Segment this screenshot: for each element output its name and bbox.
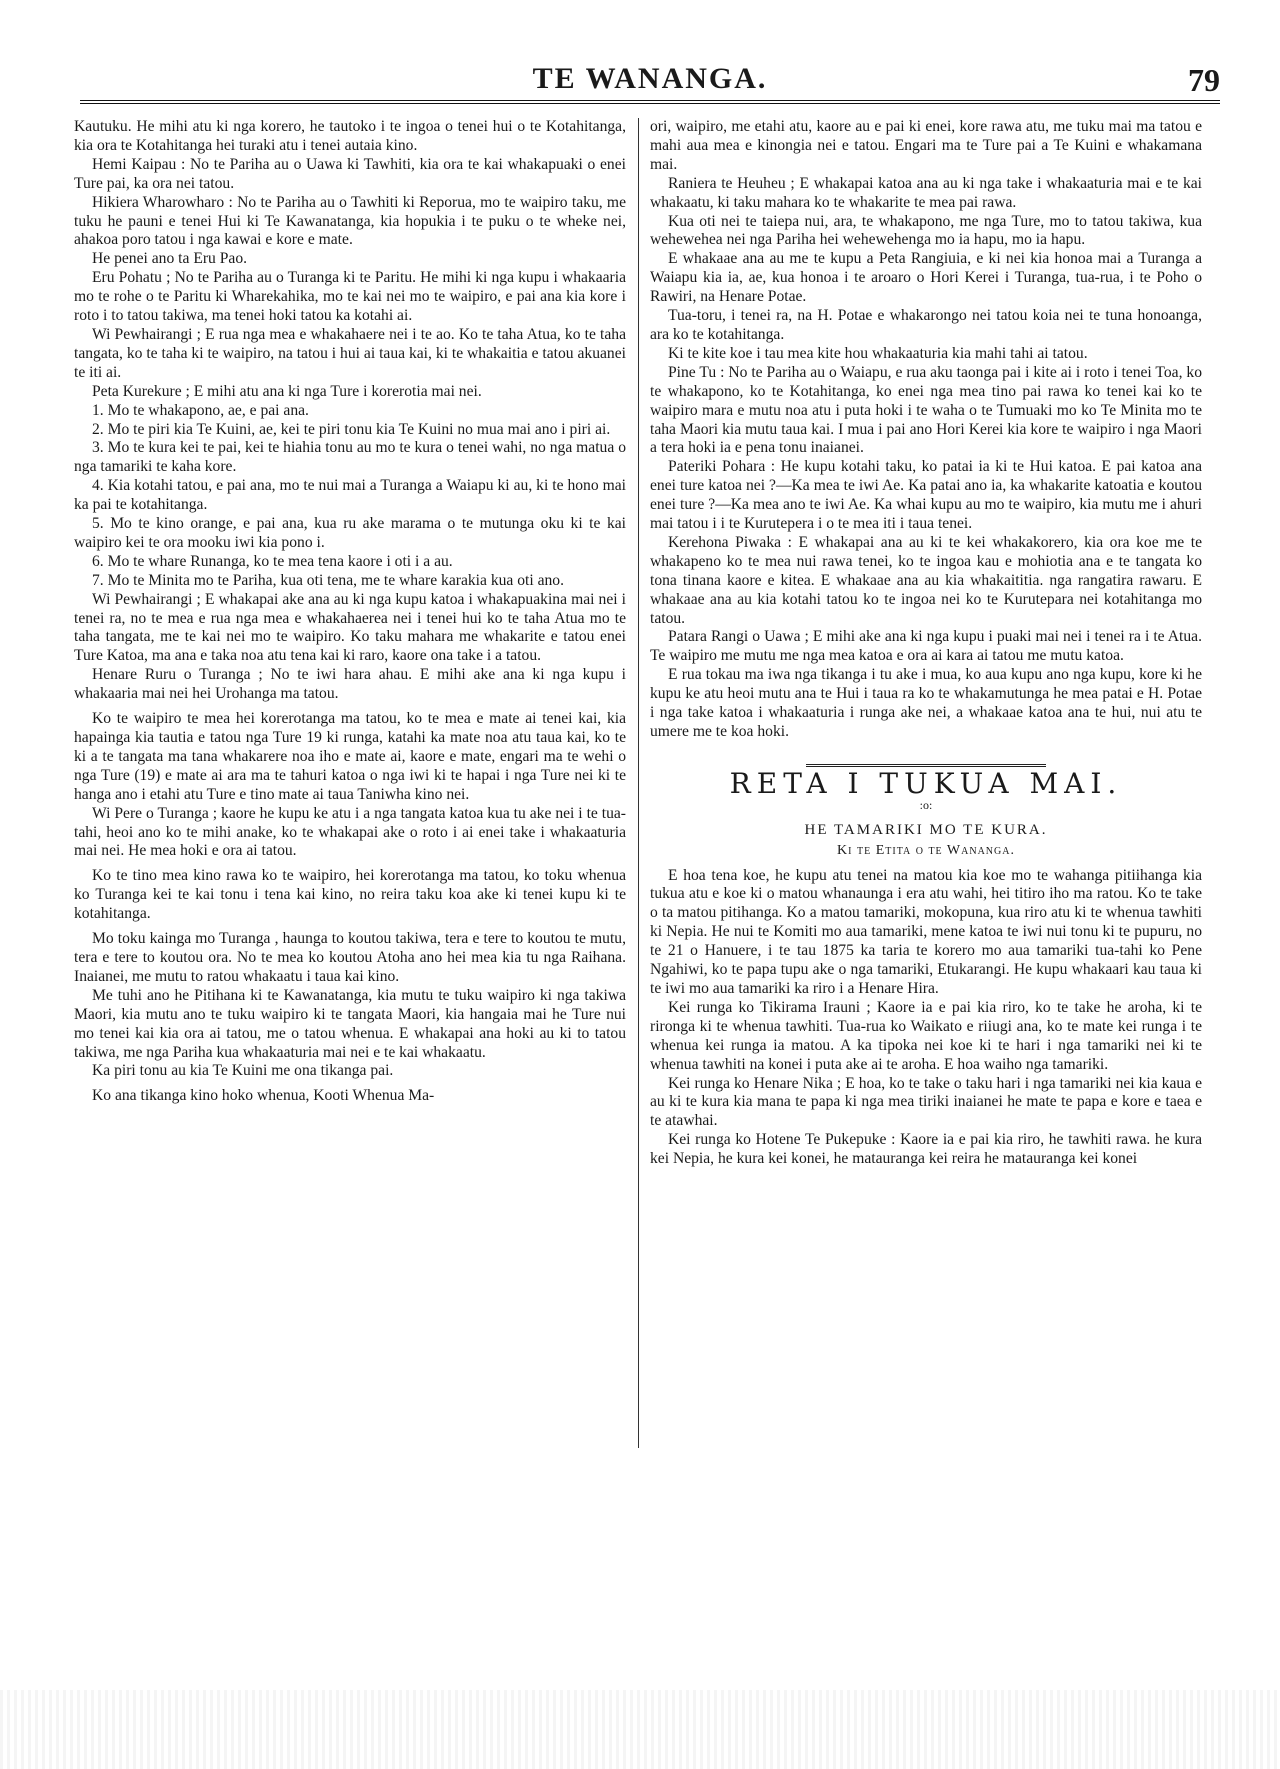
newspaper-title: TE WANANGA. [532,62,768,95]
masthead-rule [80,100,1220,104]
paragraph: Ko ana tikanga kino hoko whenua, Kooti Whenua Ma- [92,1087,435,1105]
letter-paragraph: Kei runga ko Tikirama Irauni ; Kaore ia e pai kia riro, ko te take he aroha, ki te rironga ki te whenua tawhiti. Tua-rua ko Waikato e riiugi ana, ko te mate kei runga i te whenua kei runga ia matou. A ka tipoka nei koe ki te hari i nga tamariki nei ki te whenua tawhiti na konei i puta ake ai te aroha. E hoa waiho nga tamariki. [650,998,1202,1073]
paragraph: Ko te waipiro te mea hei korerotanga ma tatou, ko te mea e mate ai tenei kai, kia hapainga kia tautia e tatou nga Ture 19 ki runga, katahi ka mate noa atu taua kai, ko te ki a te tangata ma tana whakarere noa iho e mate ai, kaore e mate, engari ma te wehi o nga Ture (19) e mate ai ara ma te tahuri katoa o nga iwi ki te hapai i nga Ture nei ki te hanga ano i etahi atu Ture e tino mate ai taua Taniwha kino nei. [74,710,626,803]
letter-paragraph: E hoa tena koe, he kupu atu tenei na matou kia koe mo te wahanga pitiihanga kia tukua atu e koe ki o matou whanaunga i era atu wahi, hei titiro iho ma ratou. Ko te take o ta matou pitihanga. Ko a matou tamariki, mokopuna, kua riro atu ki te whenua tawhiti ki Nepia. He nui te Komiti mo aua tamariki, mene katoa te iwi nui tonu ki te pupuru, no te 21 o Hanuere, i te tau 1875 ka taria te korero mo aua tamariki tua-tahi ko Pene Ngahiwi, ko te papa tupu ake o nga tamariki, Etukarangi. He kupu whakaari kau taua ki te iwi mo aua tamariki ka riro i a Henare Hira. [650,866,1202,997]
page-number: 79 [1188,62,1220,98]
letter-addressee: Ki te Etita o te Wananga. [837,842,1015,858]
paragraph: ori, waipiro, me etahi atu, kaore au e pai ki enei, kore rawa atu, me tuku mai ma tatou e mahi aua mea e kinongia nei e tatou. Engari ma te Ture pai a Te Kuini e whakamana mai. [650,118,1202,173]
paragraph: Mo toku kainga mo Turanga , haunga to koutou takiwa, tera e tere to koutou te mutu, tera e tere to koutou ora. No te mea ko koutou Atoha ano hei mea kia tu nga Raihana. Inaianei, me mutu to ratou whakaatu i taua kai kino. [74,930,626,985]
scan-edge [0,1690,1280,1769]
paragraph: Pine Tu : No te Pariha au o Waiapu, e rua aku taonga pai i kite ai i roto i tenei Toa, ko te whakapono, ko te Kotahitanga, ko enei nga mea tino pai rawa ko tenei kai ko te waipiro mara e mutu noa atu i puta hoki i te waha o te Tumuaki mo ko Te Minita mo te taha Maori kia mutu taua kai. I mua i pai ano Hori Kerei kia kore te waipiro i nga Maori a tera hoki ia e pena tonu inaianei. [650,363,1202,457]
paragraph: Wi Pewhairangi ; E whakapai ake ana au ki nga kupu katoa i whakapuakina mai nei i tenei ra, no te mea e rua nga mea e whakahaerea nei i tenei hui ko te taha Atua mo te taha tangata, me te kai nei mo te waipiro. Ko taku mahara me whakarite e tatou enei Ture Katoa, ma ana e taka noa atu tena kai ki raro, kaore ona take i a tatou. [74,590,626,665]
paragraph: Kua oti nei te taiepa nui, ara, te whakapono, me nga Ture, mo to tatou takiwa, kua wehewehea nei nga Pariha hei wehewehenga mo ia hapu, mo ia hapu. [650,212,1202,249]
paragraph: Kautuku. He mihi atu ki nga korero, he tautoko i te ingoa o tenei hui o te Kotahitanga, kia ora te Kotahitanga hei turaki atu i tenei autaia kino. [74,118,626,154]
paragraph: Patara Rangi o Uawa ; E mihi ake ana ki nga kupu i puaki mai nei i tenei ra i te Atua. Te waipiro me mutu me nga mea katoa e ora ai kara ai tatou me mutu katoa. [650,628,1202,665]
masthead [80,62,1220,106]
list-item: 5. Mo te kino orange, e pai ana, kua ru ake marama o te mutunga oku ki te kai waipiro kei te ora mooku iwi kia pono i. [74,515,626,551]
paragraph: E rua tokau ma iwa nga tikanga i tu ake i mua, ko aua kupu ano nga kupu, kore ki he kupu ke atu heoi mutu ana te Hui i taua ra ko te whakamutunga he mea patai e H. Potae i nga take katoa i whakaaturia i runga ake nei, a whakaae katoa ana te hui, nui atu te umere me te koa hoki. [650,666,1202,740]
list-item: 2. Mo te piri kia Te Kuini, ae, kei te piri tonu kia Te Kuini no mua mai ano i piri ai. [92,420,611,438]
list-item: 4. Kia kotahi tatou, e pai ana, mo te nui mai a Turanga a Waiapu ki au, ki te hono mai ka pai te kotahitanga. [74,477,626,514]
letter-paragraph: Kei runga ko Henare Nika ; E hoa, ko te take o taku hari i nga tamariki nei kia kaua e au ki te kura kia mana te papa ki nga mea tiriki inaianei he mate te papa e kore e taea e te atawhai. [650,1074,1202,1130]
paragraph: Hikiera Wharowharo : No te Pariha au o Tawhiti ki Reporua, mo te waipiro taku, me tuku he pauni e tenei Hui ki Te Kawanatanga, kia hopukia i te puku o te wheke nei, ahakoa poro tatou i nga kawai e kore e mate. [74,193,626,249]
column-divider [638,118,639,1448]
section-ornament: :o: [919,797,933,812]
paragraph: Kerehona Piwaka : E whakapai ana au ki te kei whakakorero, kia ora koe me te whakapeno ko te mea nui rawa tenei, ko te ingoa kau e mohiotia ana e te tangata ko tona tinana kaore e kitea. E whakaae ana au kia whakaititia. nga rangatira rawaru. E whakaae ana au kia kotahi tatou ko te ingoa nei ko te Kurutepara nei kotahitanga mo tatou. [650,533,1202,627]
list-item: 7. Mo te Minita mo te Pariha, kua oti tena, me te whare karakia kua oti ano. [92,571,565,589]
letter-paragraph: Kei runga ko Hotene Te Pukepuke : Kaore ia e pai kia riro, he tawhiti rawa. he kura kei Nepia, he kura kei konei, he matauranga kei reira he matauranga kei konei [650,1131,1202,1168]
paragraph: Pateriki Pohara : He kupu kotahi taku, ko patai ia ki te Hui katoa. E pai katoa ana enei ture katoa nei ?—Ka mea te iwi Ae. Ka patai ano ia, ka whakarite katoatia e koutou enei ture ?—Ka mea ano te iwi Ae. Ka whai kupu au mo te waipiro, kia mutu me i ahuri mai tatou i i te Kurutepera i o te mea iti i taua tenei. [650,458,1202,533]
list-item: 6. Mo te whare Runanga, ko te mea tena kaore i oti i a au. [92,552,453,570]
paragraph: Henare Ruru o Turanga ; No te iwi hara ahau. E mihi ake ana ki nga kupu i whakaaria mai nei hei Urohanga ma tatou. [74,666,626,703]
list-item: 3. Mo te kura kei te pai, kei te hiahia tonu au mo te kura o tenei wahi, no nga matua o nga tamariki te kaha kore. [74,439,626,476]
paragraph: Hemi Kaipau : No te Pariha au o Uawa ki Tawhiti, kia ora te kai whakapuaki o enei Ture pai, ka ora nei tatou. [74,155,626,192]
paragraph: Me tuhi ano he Pitihana ki te Kawanatanga, kia mutu te tuku waipiro ki nga takiwa Maori, kia mutu ano te tuku waipiro ki te tangata Maori, kia hangaia mai he Ture nui mo tenei kai kia ora ai tatou, me o tatou whenua. E whakapai ana hoki au ki to tatou takiwa, me nga Pariha kua whakaaturia mai nei e te kai whakaatu. [74,986,626,1061]
paragraph: Tua-toru, i tenei ra, na H. Potae e whakarongo nei tatou koia nei te tuna honoanga, ara ko te kotahitanga. [650,307,1202,343]
right-column [650,118,1202,1169]
paragraph: E whakaae ana au me te kupu a Peta Rangiuia, e ki nei kia honoa mai a Turanga a Waiapu kia ia, ae, kua honoa i te aroaro o Hori Kerei i Turanga, tua-rua, i te Poho o Rawiri, na Henare Potae. [650,250,1202,306]
paragraph: Ko te tino mea kino rawa ko te waipiro, hei korerotanga ma tatou, ko toku whenua ko Turanga kei te kai tonu i tena kai kino, no reira taku koa ake ki tenei kupu ki te kotahitanga. [74,867,626,923]
paragraph: Ka piri tonu au kia Te Kuini me ona tikanga pai. [92,1062,394,1080]
letter-heading: HE TAMARIKI MO TE KURA. [804,821,1048,838]
paragraph: Wi Pewhairangi ; E rua nga mea e whakahaere nei i te ao. Ko te taha Atua, ko te taha tangata, ko te taha ki te waipiro, na tatou i hui ai taua kai, ki te whakaitia e tatou akuanei te iti ai. [74,325,626,381]
left-column [74,118,626,1106]
paragraph: Raniera te Heuheu ; E whakapai katoa ana au ki nga take i whakaaturia mai e te kai whakaatu, ki taku mahara ko te whakarite te mea pai rawa. [650,174,1202,211]
paragraph: Ki te kite koe i tau mea kite hou whakaaturia kia mahi tahi ai tatou. [668,344,1088,362]
paragraph: He penei ano ta Eru Pao. [92,250,248,268]
paragraph: Wi Pere o Turanga ; kaore he kupu ke atu i a nga tangata katoa kua tu ake nei i te tua-tahi, heoi ano ko te mihi anake, ko te whakapai ake o roto i ai enei take i whakaaturia mai nei. He mea hoki e ora ai tatou. [74,804,626,860]
paragraph: Peta Kurekure ; E mihi atu ana ki nga Ture i korerotia mai nei. [92,382,482,400]
paragraph: Eru Pohatu ; No te Pariha au o Turanga ki te Paritu. He mihi ki nga kupu i whakaaria mo te rohe o te Paritu ki Wharekahika, mo te kai nei mo te waipiro, e pai ana kia kore i roto i to tatou takiwa, ma tenei hoki tatou ka kotahi ai. [74,269,626,325]
section-title: RETA I TUKUA MAI. [729,766,1123,800]
list-item: 1. Mo te whakapono, ae, e pai ana. [92,401,309,419]
